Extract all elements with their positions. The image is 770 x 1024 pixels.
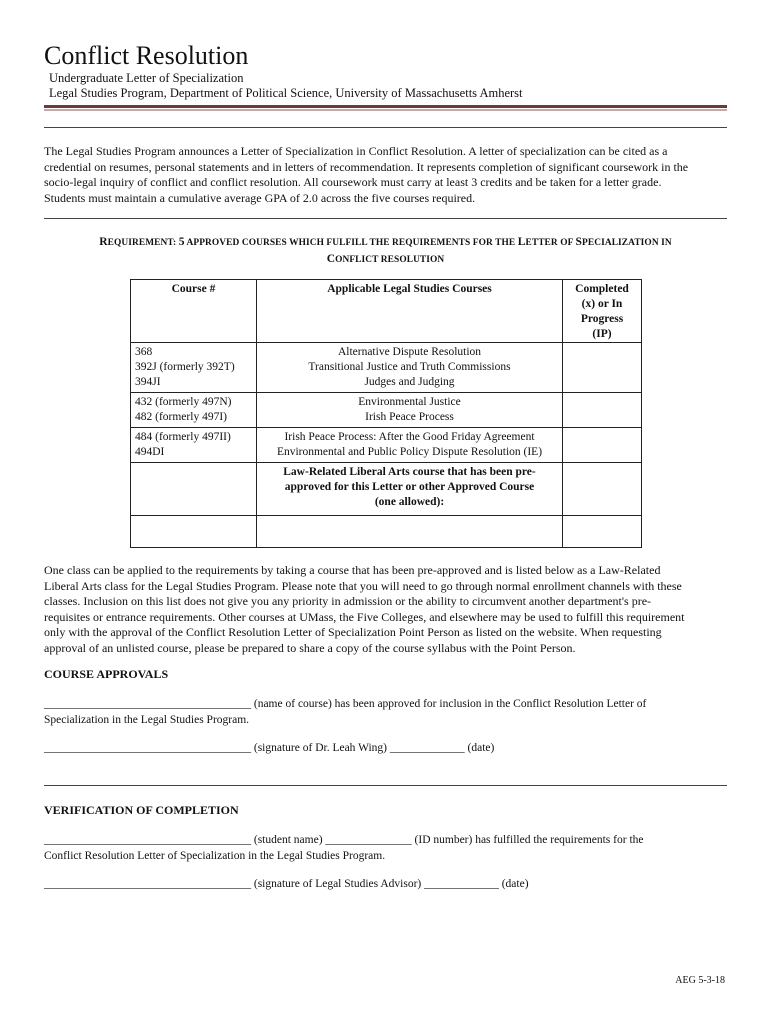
header-applicable-courses: Applicable Legal Studies Courses — [327, 283, 492, 295]
table-row — [131, 428, 642, 463]
table-row — [131, 516, 642, 548]
courses-table — [130, 279, 642, 548]
course-number-blank[interactable] — [131, 516, 257, 548]
paragraph-line: One class can be applied to the requirements by taking a course that has been pre-approved and is listed below as a Law-Related — [44, 563, 661, 577]
completion-cell[interactable] — [563, 343, 642, 393]
header-course-number: Course # — [171, 283, 216, 295]
course-number: 368 — [135, 346, 153, 358]
verification-signature-line[interactable]: ____________________________________ (signature of Legal Studies Advisor) _____________ (date) — [44, 878, 529, 890]
course-name: Alternative Dispute Resolution — [337, 346, 482, 358]
course-name: Irish Peace Process — [365, 411, 454, 423]
intro-line: socio-legal inquiry of conflict and conflict resolution. All coursework must carry at least 3 credits and be taken for a letter grade. — [44, 175, 662, 189]
completion-cell[interactable] — [563, 393, 642, 428]
paragraph-line: requisites or entrance requirements. Other courses at UMass, the Five Colleges, and elsewhere may be used to fulfill this requirement — [44, 609, 685, 624]
table-row — [131, 463, 642, 516]
divider-approvals — [44, 785, 727, 786]
divider-top — [44, 127, 727, 128]
table-header-row — [131, 280, 642, 343]
approval-signature-line[interactable]: ____________________________________ (signature of Dr. Leah Wing) _____________ (date) — [44, 742, 495, 754]
footer-code: AEG 5-3-18 — [675, 975, 725, 986]
course-approvals-heading: COURSE APPROVALS — [44, 667, 169, 681]
course-number: 482 (formerly 497I) — [135, 411, 227, 423]
course-number: 392J (formerly 392T) — [135, 361, 235, 373]
paragraph-line: only with the approval of the Conflict Resolution Letter of Specialization Point Person as listed on the website. When requesting — [44, 625, 662, 639]
completion-cell[interactable] — [563, 428, 642, 463]
verification-heading: VERIFICATION OF COMPLETION — [44, 803, 239, 817]
table-row — [131, 393, 642, 428]
completion-cell[interactable] — [563, 516, 642, 548]
header-rule-dark — [44, 105, 727, 108]
requirement-heading: REQUIREMENT: 5 APPROVED COURSES WHICH FULFILL THE REQUIREMENTS FOR THE LETTER OF SPECIALIZATION IN CONFLICT RESOLUTION — [99, 236, 672, 265]
course-name-blank[interactable] — [257, 516, 563, 548]
paragraph-line: approval of an unlisted course, please be prepared to share a copy of the course syllabus with the Point Person. — [44, 640, 576, 655]
intro-line: The Legal Studies Program announces a Letter of Specialization in Conflict Resolution. A letter of specialization can be cited as a — [44, 144, 668, 158]
course-number: 494DI — [135, 446, 165, 458]
course-number: 432 (formerly 497N) — [135, 396, 232, 408]
course-name: Environmental and Public Policy Dispute Resolution (IE) — [276, 446, 543, 458]
law-related-note: Law-Related Liberal Arts course that has been pre- approved for this Letter or other Approved Course (one allowed): — [257, 463, 563, 516]
subtitle-letter: Undergraduate Letter of Specialization — [49, 71, 244, 85]
intro-paragraph — [44, 144, 728, 206]
course-name: Irish Peace Process: After the Good Friday Agreement — [284, 431, 535, 443]
intro-line: Students must maintain a cumulative average GPA of 2.0 across the five courses required. — [44, 190, 476, 205]
completion-cell[interactable] — [563, 463, 642, 516]
paragraph-line: Liberal Arts class for the Legal Studies Program. Please note that you will need to go through normal enrollment channels with these — [44, 578, 682, 593]
preapproval-paragraph — [44, 563, 728, 656]
header-completed: Completed (x) or In Progress (IP) — [563, 280, 642, 343]
divider-intro — [44, 218, 727, 219]
page-title: Conflict Resolution — [44, 41, 249, 70]
course-number: 484 (formerly 497II) — [135, 431, 231, 443]
table-row — [131, 343, 642, 393]
course-number: 394JI — [135, 376, 161, 388]
course-name: Transitional Justice and Truth Commissions — [308, 361, 511, 373]
verification-student-line[interactable]: ____________________________________ (student name) _______________ (ID number) has fulfilled the requirements for the Conflict Resolution Letter of Specialization in the Legal Studies Program. — [44, 834, 644, 862]
subtitle-program: Legal Studies Program, Department of Political Science, University of Massachusetts Amherst — [49, 86, 523, 100]
header-rule-light — [44, 109, 727, 111]
course-name: Judges and Judging — [364, 376, 455, 388]
approval-course-line[interactable]: ____________________________________ (name of course) has been approved for inclusion in the Conflict Resolution Letter of Specialization in the Legal Studies Program. — [44, 698, 647, 726]
paragraph-line: classes. Inclusion on this list does not give you any priority in admission or the ability to circumvent another department's pre- — [44, 594, 652, 608]
course-name: Environmental Justice — [358, 396, 461, 408]
intro-line: credential on resumes, personal statements and in letters of recommendation. It represents completion of significant coursework in the — [44, 159, 689, 174]
course-number-blank[interactable] — [131, 463, 257, 516]
